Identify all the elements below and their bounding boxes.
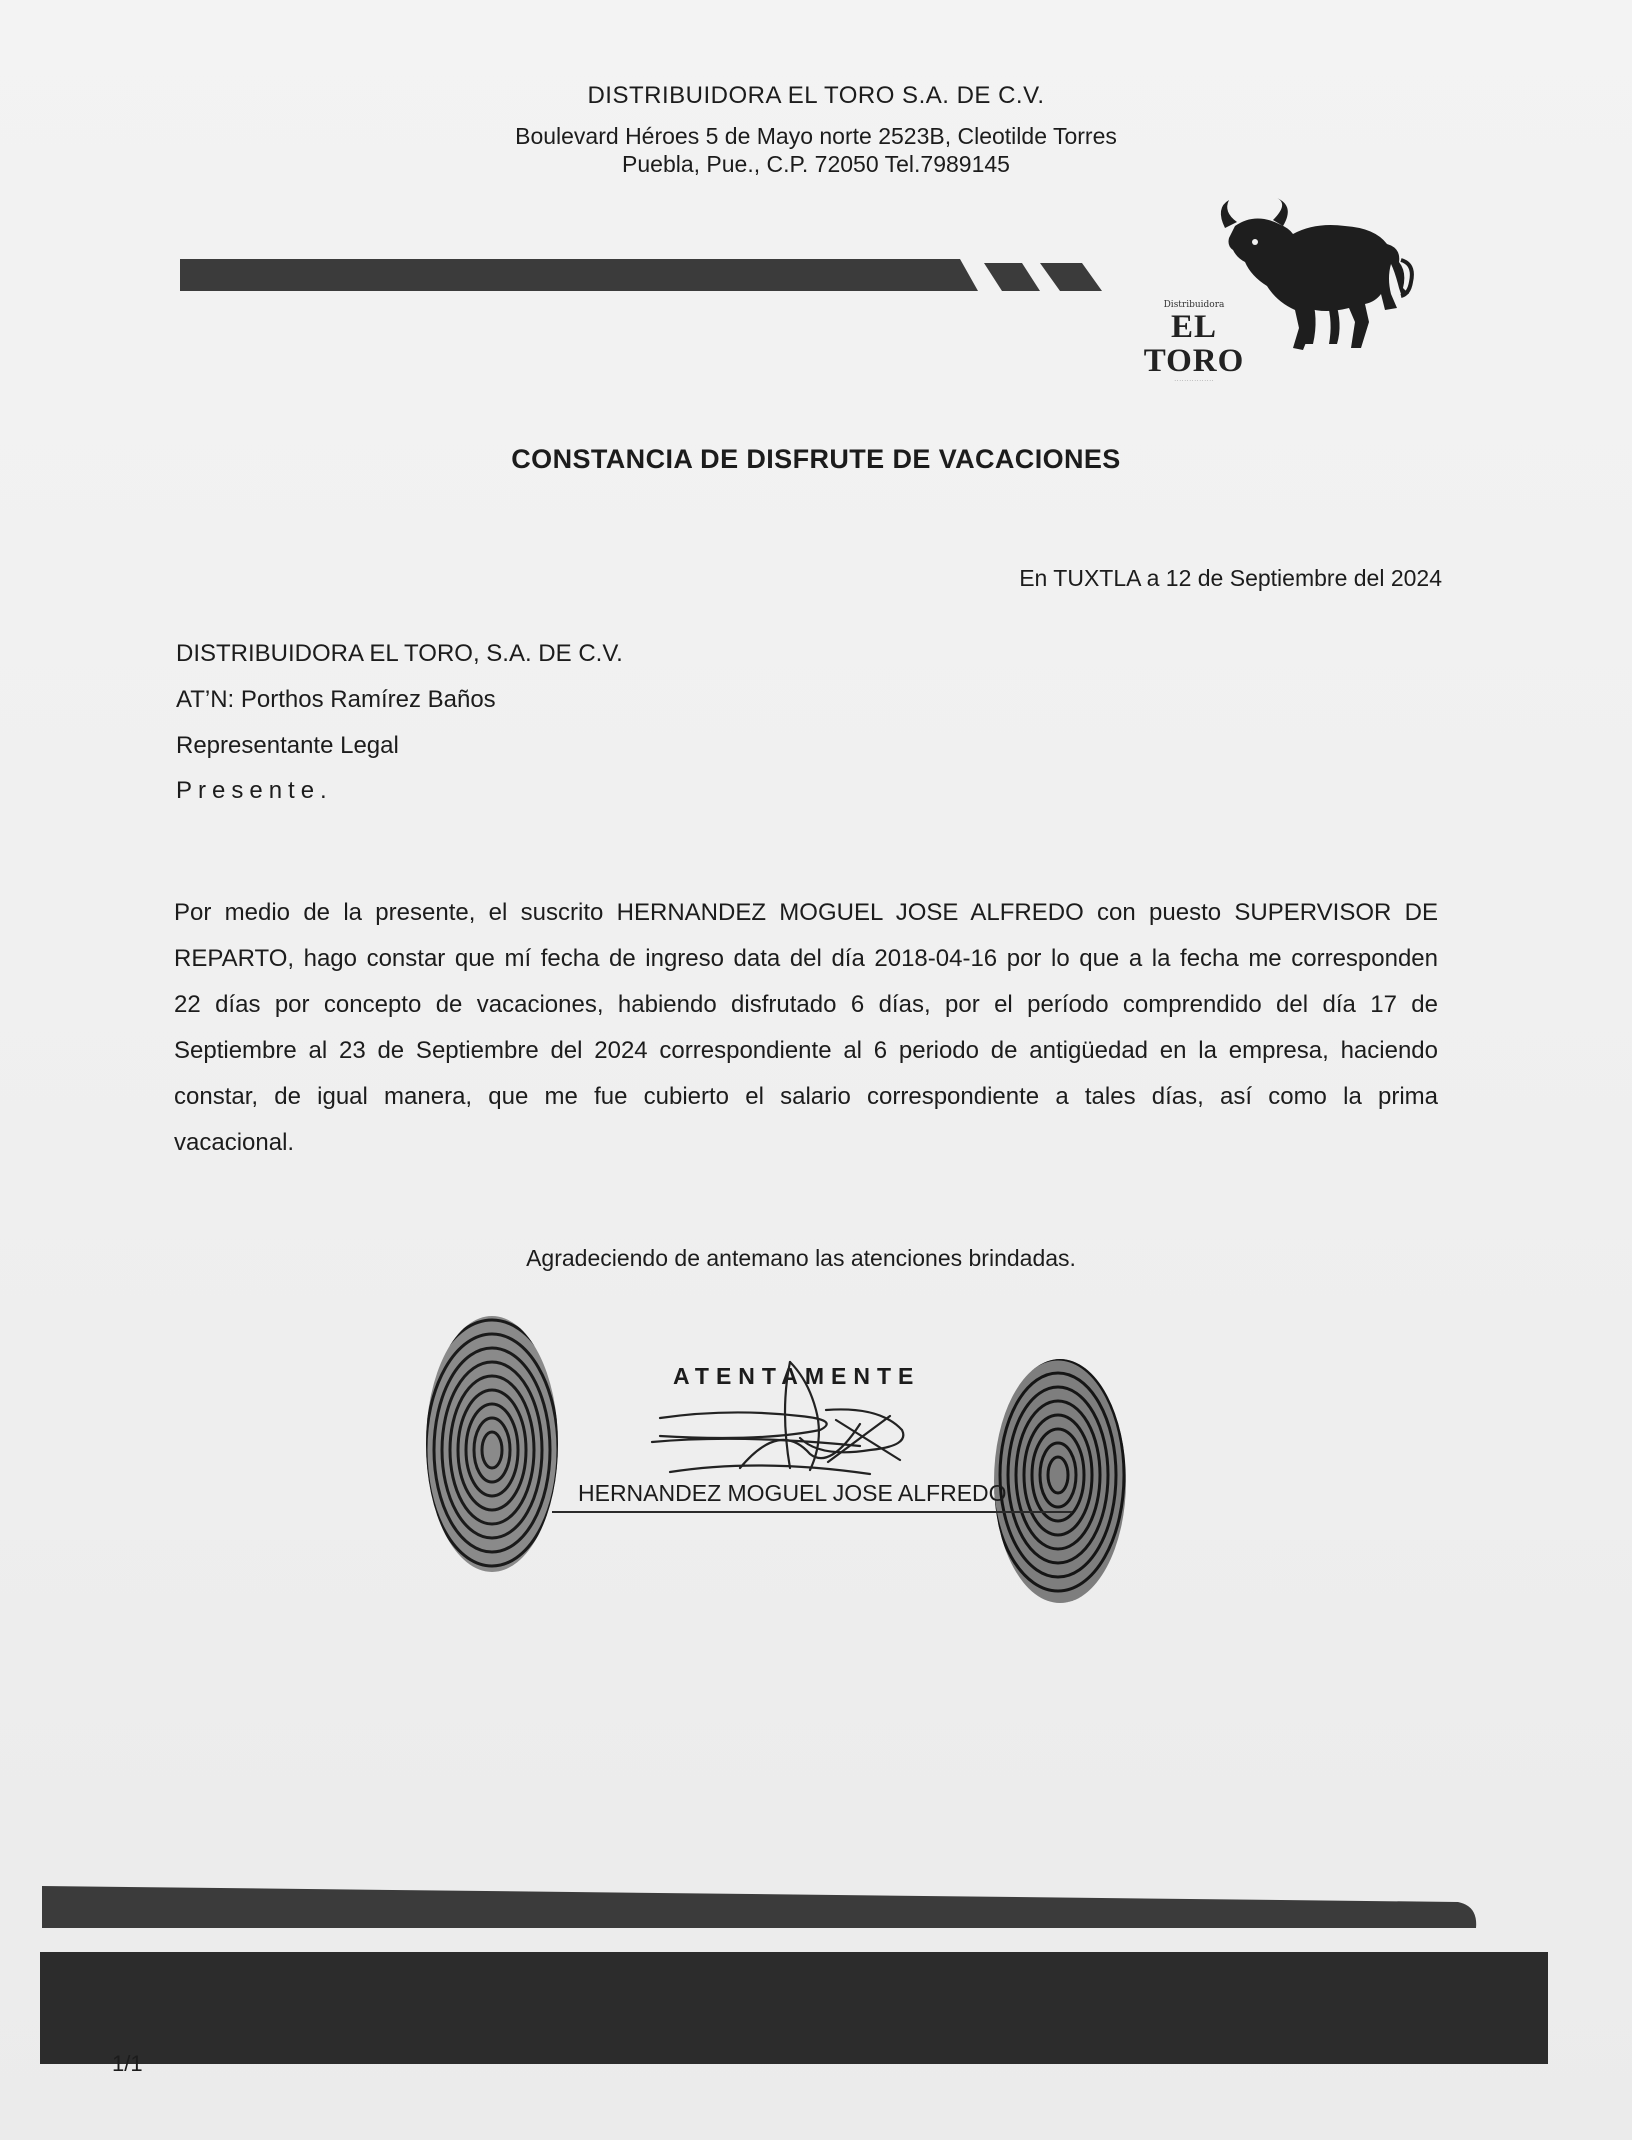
page-number: 1/1 [112, 2051, 143, 2076]
recipient-attn: AT’N: Porthos Ramírez Baños [176, 686, 496, 713]
footer-bar [40, 1884, 1480, 1934]
handwritten-signature [640, 1350, 930, 1500]
header-bar [178, 255, 1108, 295]
letterhead-address-line1: Boulevard Héroes 5 de Mayo norte 2523B, Cleotilde Torres [515, 123, 1117, 149]
closing-line: Agradeciendo de antemano las atenciones brindadas. [526, 1245, 1076, 1271]
recipient-presente: Presente. [176, 777, 333, 804]
signature-line [552, 1511, 1072, 1513]
logo-small-text: Distribuidora [1163, 300, 1225, 310]
left-fingerprint [420, 1310, 570, 1580]
right-fingerprint [988, 1355, 1138, 1610]
signer-name: HERNANDEZ MOGUEL JOSE ALFREDO [578, 1480, 1007, 1506]
signature-salutation: ATENTAMENTE [673, 1363, 921, 1389]
body-paragraph: Por medio de la presente, el suscrito HERNANDEZ MOGUEL JOSE ALFREDO con puesto SUPERVISOR DE REPARTO, hago constar que mí fecha de ingreso data del día 2018-04-16 por lo que a la fecha me corresponden 22 días por concepto de vacaciones, habiendo disfrutado 6 días, por el período comprendido del día 17 de Septiembre al 23 de Septiembre del 2024 correspondiente al 6 periodo de antigüedad en la empresa, haciendo constar, de igual manera, que me fue cubierto el salario correspondiente a tales días, así como la prima vacacional. [174, 899, 1438, 1156]
logo-main-text: EL TORO [1143, 309, 1245, 379]
letterhead-company: DISTRIBUIDORA EL TORO S.A. DE C.V. [587, 82, 1045, 109]
recipient-role: Representante Legal [176, 732, 399, 759]
footer-block [40, 1952, 1548, 2064]
document-title: CONSTANCIA DE DISFRUTE DE VACACIONES [511, 444, 1121, 474]
logo-wordmark [1118, 300, 1270, 383]
logo-tagline: . . . . . . . . . . . . . . . . [1174, 378, 1214, 383]
recipient-company: DISTRIBUIDORA EL TORO, S.A. DE C.V. [176, 640, 623, 667]
date-line: En TUXTLA a 12 de Septiembre del 2024 [1019, 565, 1442, 591]
letterhead-address-line2: Puebla, Pue., C.P. 72050 Tel.7989145 [622, 151, 1010, 177]
